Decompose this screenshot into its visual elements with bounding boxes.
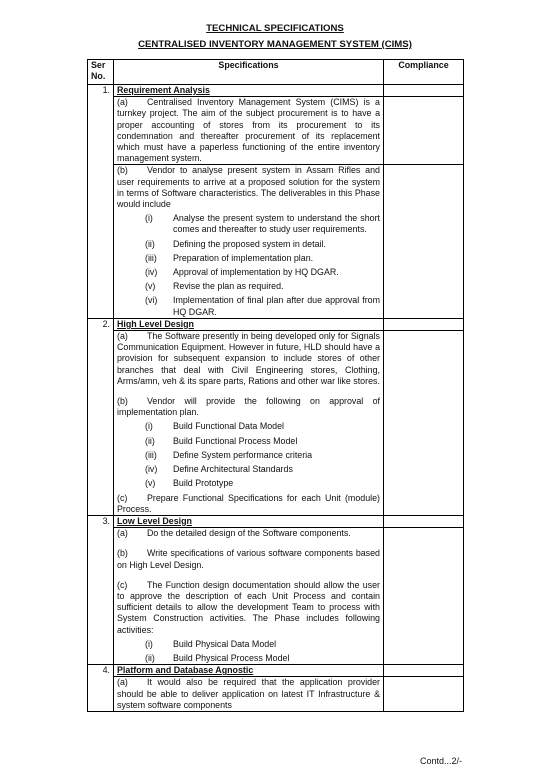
compliance-cell: [384, 165, 464, 318]
section-title-row: [88, 515, 464, 527]
paragraph-text: Prepare Functional Specifications for each Unit (module) Process.: [117, 492, 380, 514]
list-item: [117, 464, 380, 475]
item-text: Preparation of implementation plan.: [173, 252, 314, 263]
item-number: (iv): [145, 464, 158, 475]
paragraph-label: (c): [117, 492, 128, 503]
table-row: [88, 97, 464, 165]
paragraph-label: (a): [117, 677, 128, 688]
ser-number: 4.: [88, 665, 114, 712]
item-number: (i): [145, 638, 153, 649]
item-number: (iv): [145, 267, 158, 278]
document-title: TECHNICAL SPECIFICATIONS: [206, 23, 344, 34]
item-text: Implementation of final plan after due approval from HQ DGAR.: [173, 295, 380, 317]
list-item: [117, 213, 380, 235]
table-row: [88, 331, 464, 516]
table-row: [88, 528, 464, 665]
list-item: [117, 253, 380, 264]
table-row: [88, 165, 464, 318]
section-title-row: [88, 665, 464, 677]
paragraph-text: Vendor to analyse present system in Assam Rifles and user requirements to arrive at a proposed solution for the system in terms of Software characteristics. The deliverables in this Phase would include: [117, 165, 380, 210]
item-text: Define System performance criteria: [173, 449, 313, 460]
item-number: (i): [145, 213, 153, 224]
compliance-cell: [384, 85, 464, 97]
section-title-row: [88, 318, 464, 330]
item-text: Build Physical Process Model: [173, 652, 290, 663]
list-item: [117, 450, 380, 461]
paragraph-text: The Software presently in being developed only for Signals Communication Equipment. However in future, HLD should have a provision for subsequent expansion to include stores of other branches that deal with Civil Engineering stores, Clothing, Arms/amn, veh & its spare parts, Rations and other war like stores.: [117, 331, 380, 386]
item-number: (iii): [145, 252, 157, 263]
paragraph-text: Write specifications of various software components based on High Level Design.: [117, 548, 380, 570]
table-header-row: [88, 60, 464, 85]
paragraph-text: It would also be required that the application provider should be able to deliver application on latest IT Infrastructure & system software components: [117, 677, 380, 710]
spec-paragraph: [114, 165, 384, 318]
header-compliance: Compliance: [384, 60, 464, 85]
paragraph-text: The Function design documentation should allow the user to approve the description of each Unit Process and contain sufficient details to allow the development Team to process with System Construction activities. The Phase includes following activities:: [117, 579, 380, 635]
ser-number: 1.: [88, 85, 114, 319]
document-subtitle: CENTRALISED INVENTORY MANAGEMENT SYSTEM (CIMS): [138, 39, 412, 50]
spec-paragraph: [114, 528, 384, 665]
paragraph-label: (a): [117, 331, 128, 342]
list-item: [117, 478, 380, 489]
list-item: [117, 267, 380, 278]
item-number: (i): [145, 421, 153, 432]
item-number: (vi): [145, 295, 158, 306]
item-number: (ii): [145, 238, 155, 249]
paragraph-label: (c): [117, 579, 128, 590]
ser-number: 3.: [88, 515, 114, 664]
compliance-cell: [384, 665, 464, 677]
compliance-cell: [384, 528, 464, 665]
compliance-cell: [384, 97, 464, 165]
item-number: (v): [145, 281, 156, 292]
item-number: (v): [145, 478, 156, 489]
spec-paragraph: [114, 331, 384, 516]
table-row: [88, 677, 464, 712]
item-number: (iii): [145, 449, 157, 460]
list-item: [117, 239, 380, 250]
header-ser-no: Ser No.: [88, 60, 114, 85]
item-text: Analyse the present system to understand the short comes and thereafter to study user requirements.: [173, 213, 380, 235]
paragraph-text: Vendor will provide the following on approval of implementation plan.: [117, 396, 380, 418]
section-title: High Level Design: [114, 318, 384, 330]
paragraph-label: (b): [117, 548, 128, 559]
list-item: [117, 295, 380, 317]
list-item: [117, 281, 380, 292]
compliance-cell: [384, 331, 464, 516]
list-item: [117, 639, 380, 650]
section-title: Platform and Database Agnostic: [114, 665, 384, 677]
paragraph-text: Centralised Inventory Management System (CIMS) is a turnkey project. The aim of the subject procurement is to have a proper accounting of stores from its procurement to its condemnation and thereafter procurement of its replacement which must have a paperless functioning of the entire inventory management system.: [117, 97, 380, 164]
item-text: Build Prototype: [173, 478, 234, 489]
ser-number: 2.: [88, 318, 114, 515]
header-specifications: Specifications: [114, 60, 384, 85]
compliance-cell: [384, 318, 464, 330]
continued-note: Contd...2/-: [419, 756, 462, 766]
paragraph-text: Do the detailed design of the Software components.: [147, 528, 351, 539]
paragraph-label: (b): [117, 396, 128, 407]
item-text: Revise the plan as required.: [173, 281, 284, 292]
item-number: (ii): [145, 652, 155, 663]
compliance-cell: [384, 677, 464, 712]
section-title-row: [88, 85, 464, 97]
list-item: [117, 436, 380, 447]
item-text: Build Physical Data Model: [173, 638, 277, 649]
section-title: Requirement Analysis: [114, 85, 384, 97]
item-text: Define Architectural Standards: [173, 464, 293, 475]
list-item: [117, 653, 380, 664]
item-text: Defining the proposed system in detail.: [173, 238, 326, 249]
section-title: Low Level Design: [114, 515, 384, 527]
paragraph-label: (a): [117, 97, 128, 108]
item-text: Approval of implementation by HQ DGAR.: [173, 267, 339, 278]
item-text: Build Functional Process Model: [173, 435, 298, 446]
paragraph-label: (b): [117, 165, 128, 176]
item-text: Build Functional Data Model: [173, 421, 284, 432]
spec-paragraph: [114, 677, 384, 712]
list-item: [117, 421, 380, 432]
compliance-cell: [384, 515, 464, 527]
item-number: (ii): [145, 435, 155, 446]
spec-paragraph: [114, 97, 384, 165]
paragraph-label: (a): [117, 528, 128, 539]
specifications-table: [87, 59, 464, 712]
